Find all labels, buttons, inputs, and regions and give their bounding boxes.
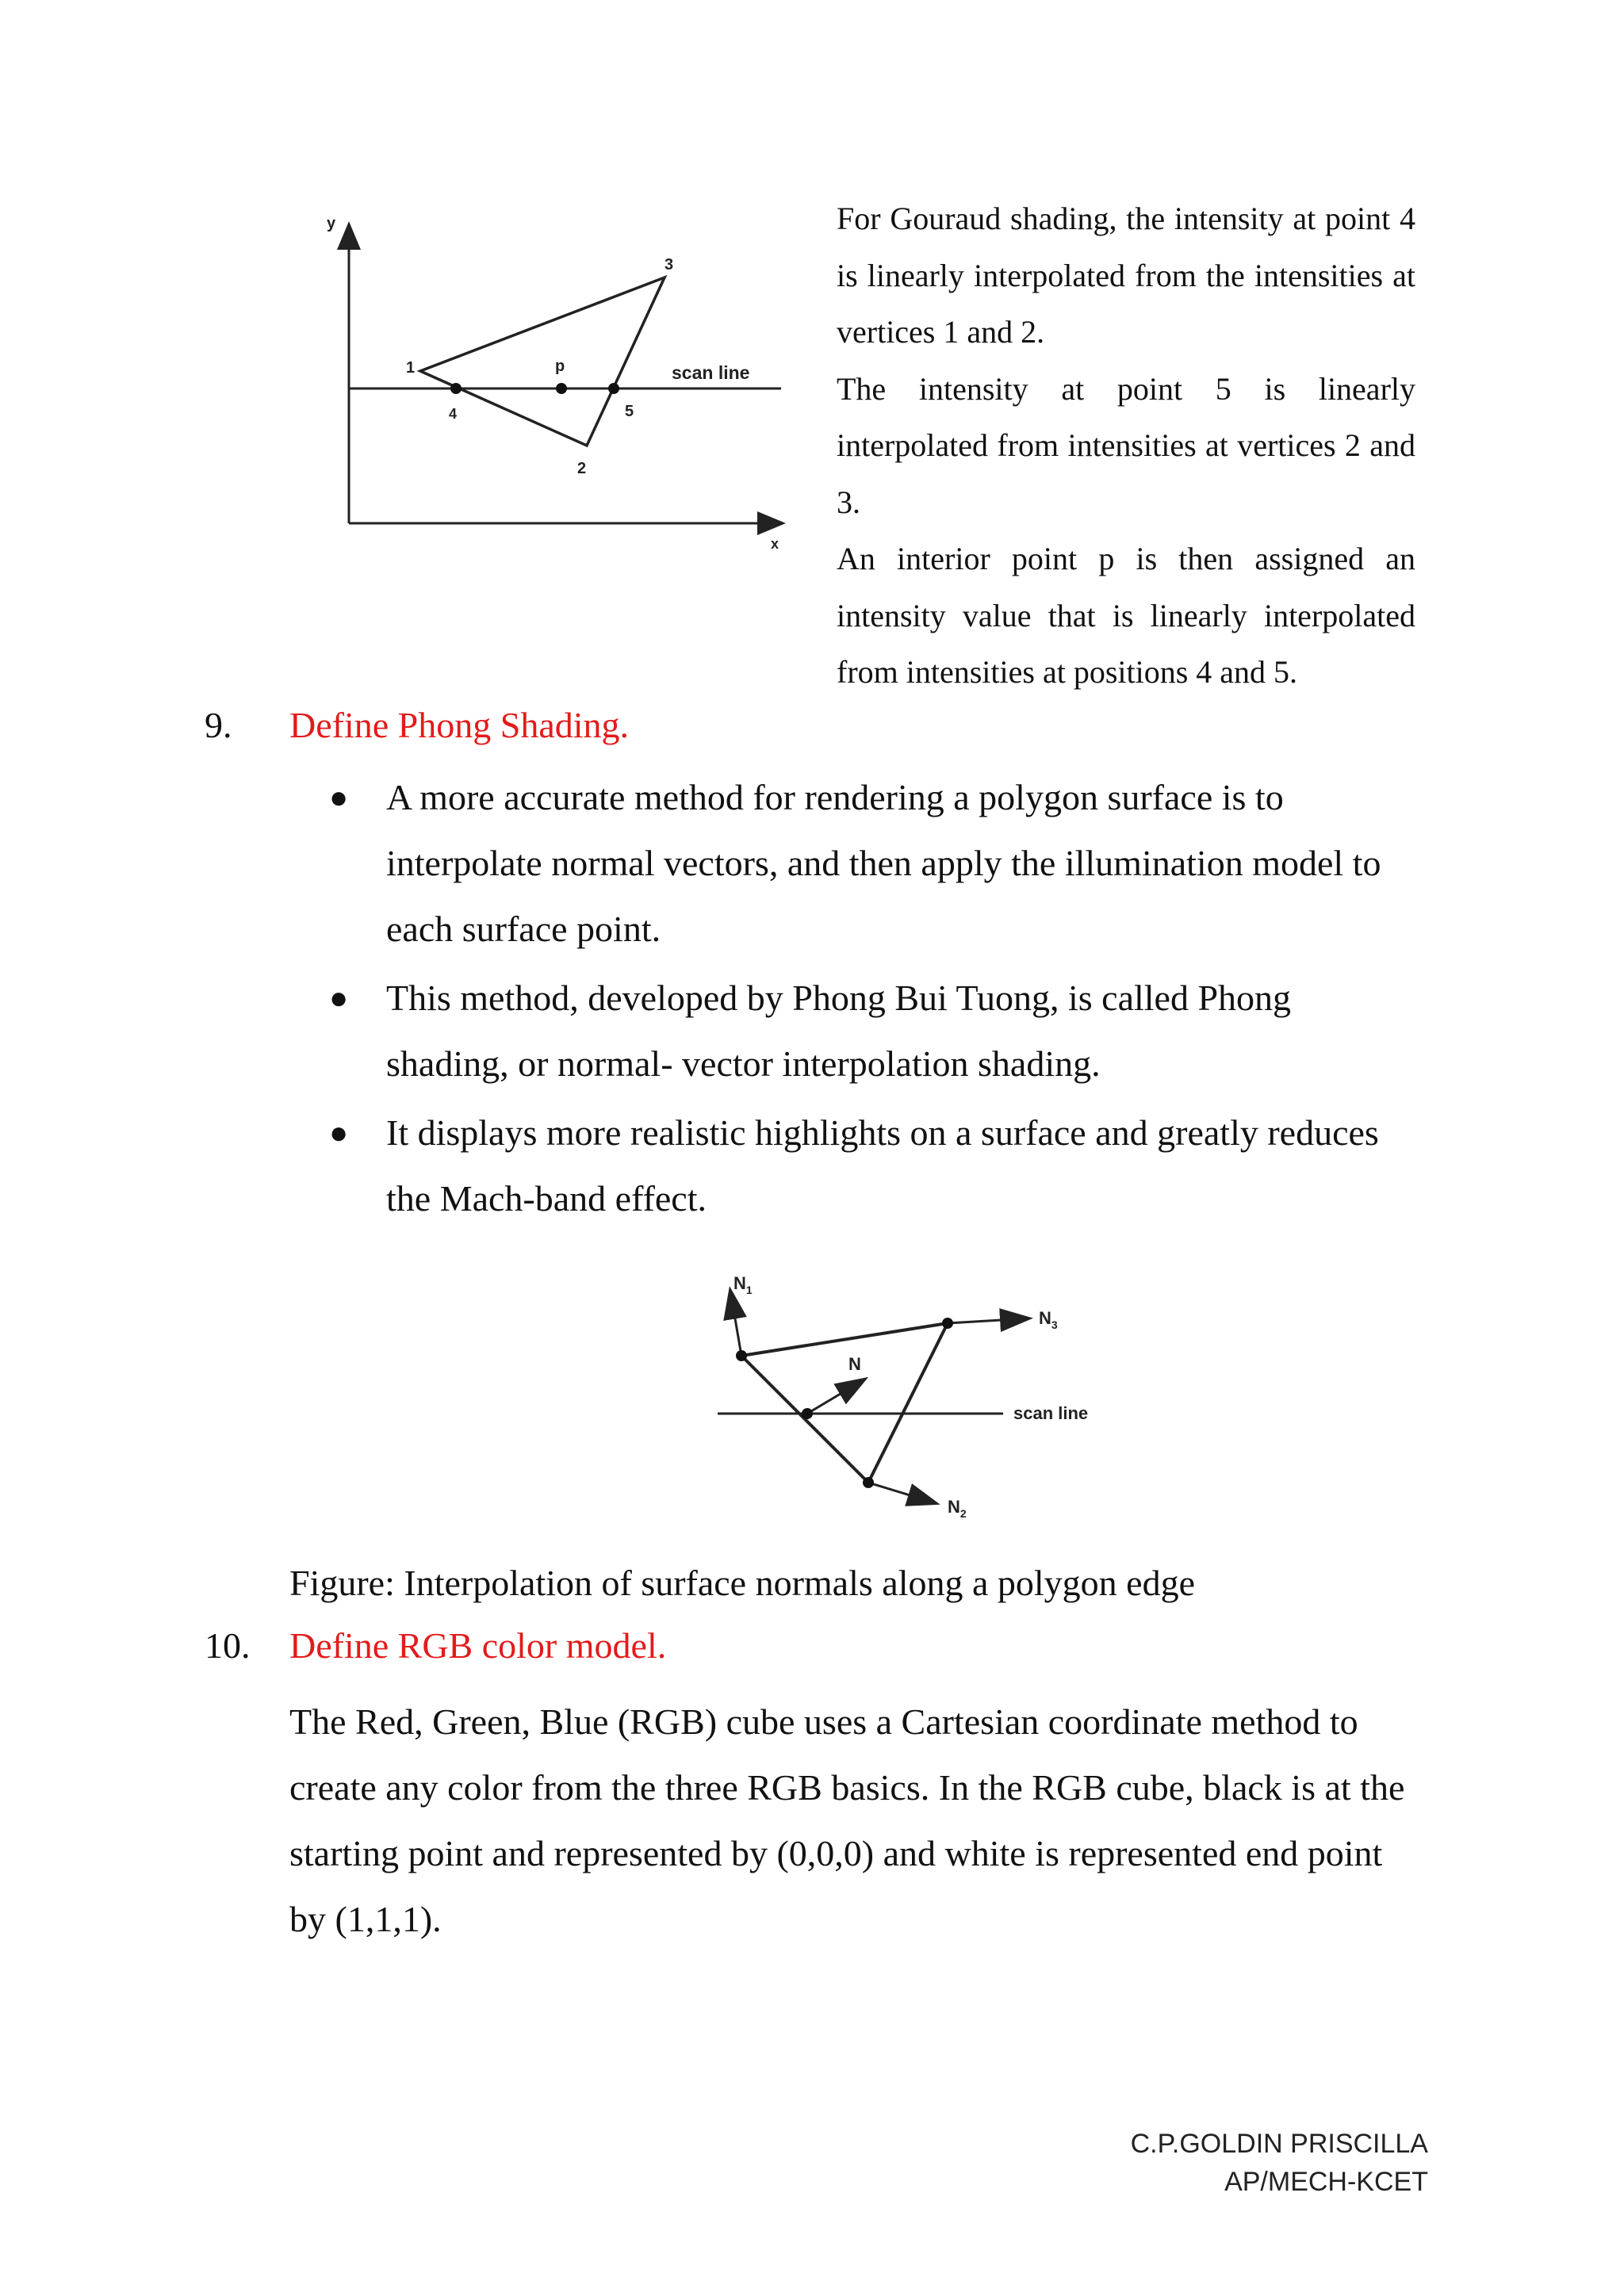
point-5 <box>608 383 619 394</box>
vertex-3 <box>942 1318 953 1329</box>
bullet-text: It displays more realistic highlights on a surface and greatly reduces the Mach-band effect. <box>386 1112 1379 1219</box>
scan-line-label: scan line <box>1013 1403 1089 1423</box>
normal-n3-arrow <box>948 1318 1028 1323</box>
bullet-item <box>329 1100 1392 1231</box>
phong-bullet-list <box>329 764 1392 1234</box>
vertex-2 <box>863 1477 874 1488</box>
bullet-marker: ● <box>329 779 349 815</box>
question-9-number: 9. <box>205 705 232 745</box>
vertex-3-label: 3 <box>665 256 674 274</box>
n1-label: $N_1$ <box>733 1273 753 1296</box>
axis-x-label: x <box>771 536 779 552</box>
bullet-marker: ● <box>329 980 349 1016</box>
triangle <box>420 277 665 446</box>
gouraud-description <box>837 190 1415 701</box>
axis-y-label: y <box>327 215 336 232</box>
phong-normals-figure <box>710 1245 1106 1538</box>
point-p <box>556 383 567 394</box>
n-label: N <box>848 1354 861 1374</box>
n2-label: $N_2$ <box>948 1497 967 1520</box>
bullet-text: This method, developed by Phong Bui Tuong, is called Phong shading, or normal- vector interpolation shading. <box>386 978 1292 1084</box>
vertex-1 <box>736 1350 747 1361</box>
question-10-number: 10. <box>205 1625 251 1666</box>
bullet-item <box>329 764 1392 962</box>
gouraud-paragraph-1: For Gouraud shading, the intensity at point 4 is linearly interpolated from the intensities at vertices 1 and 2. <box>837 201 1415 350</box>
rgb-paragraph: The Red, Green, Blue (RGB) cube uses a Cartesian coordinate method to create any color from the three RGB basics. In the RGB cube, black is at the starting point and represented by (0,0,0) and white is represented end point by (1,1,1). <box>289 1701 1405 1939</box>
bullet-item <box>329 965 1392 1096</box>
figure-caption: Figure: Interpolation of surface normals along a polygon edge <box>289 1563 1196 1603</box>
polygon-edges <box>741 1323 948 1483</box>
point-4-label: 4 <box>449 406 458 422</box>
footer-author: C.P.GOLDIN PRISCILLA <box>1130 2129 1428 2159</box>
question-9-title: Define Phong Shading. <box>289 705 630 745</box>
bullet-marker: ● <box>329 1115 349 1150</box>
normal-n1-arrow <box>730 1291 741 1356</box>
scan-line-label: scan line <box>672 362 750 383</box>
point-p-label: p <box>555 358 565 375</box>
footer-affiliation: AP/MECH-KCET <box>1224 2167 1428 2197</box>
vertex-2-label: 2 <box>577 460 587 477</box>
scan-intersection-point <box>802 1408 813 1419</box>
gouraud-paragraph-2: The intensity at point 5 is linearly interpolated from intensities at vertices 2 and 3. <box>837 370 1415 520</box>
normal-n2-arrow <box>868 1483 936 1503</box>
point-5-label: 5 <box>625 403 634 420</box>
bullet-text: A more accurate method for rendering a polygon surface is to interpolate normal vectors, and then apply the illumination model to each surface point. <box>386 777 1381 949</box>
normal-n-arrow <box>807 1380 864 1414</box>
gouraud-paragraph-3: An interior point p is then assigned an intensity value that is linearly interpolated from intensities at positions 4 and 5. <box>837 541 1415 690</box>
point-4 <box>450 383 462 394</box>
gouraud-figure <box>317 206 793 571</box>
question-10-title: Define RGB color model. <box>289 1625 667 1666</box>
n3-label: $N_3$ <box>1039 1308 1058 1331</box>
vertex-1-label: 1 <box>406 359 416 377</box>
